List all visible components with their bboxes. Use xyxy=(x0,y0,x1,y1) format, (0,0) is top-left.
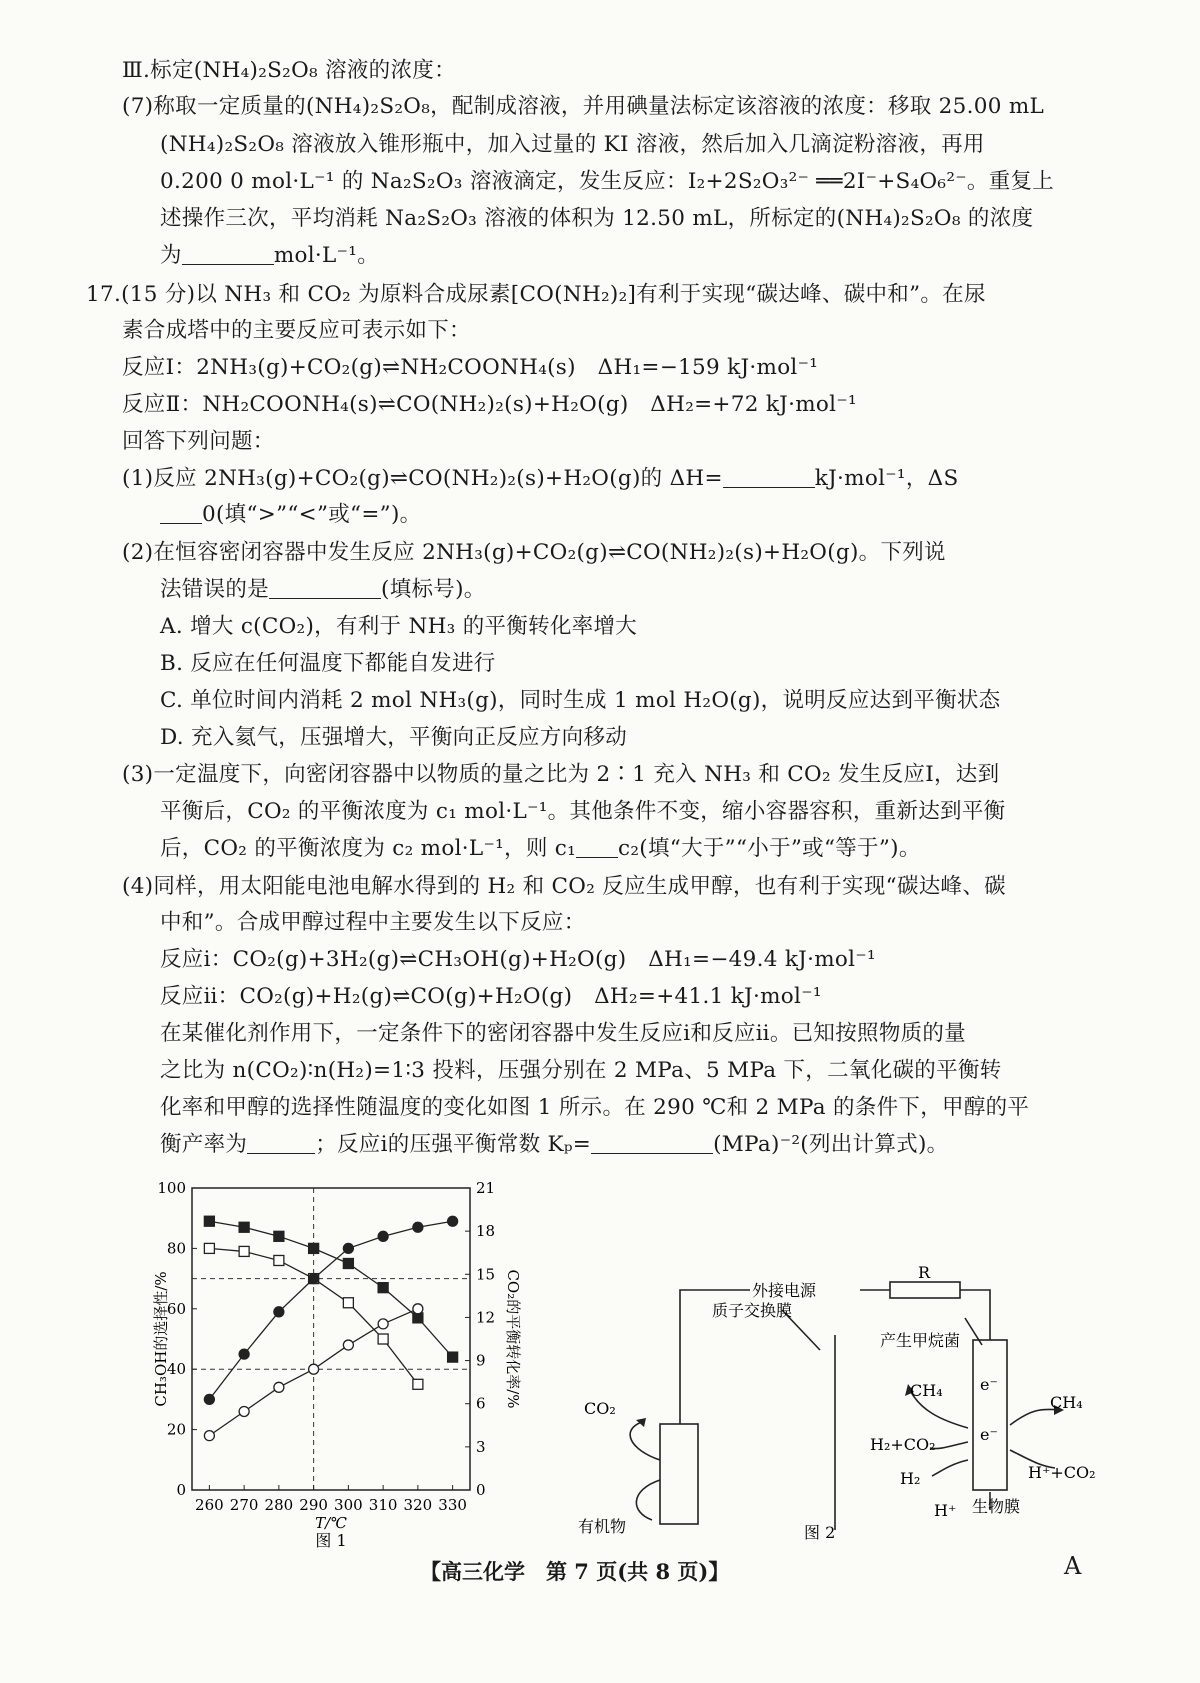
data-point xyxy=(274,1255,284,1265)
x-tick-label: 290 xyxy=(299,1496,328,1514)
y-left-tick-label: 40 xyxy=(166,1360,186,1379)
answer-blank[interactable] xyxy=(182,244,274,265)
data-point xyxy=(239,1406,249,1416)
data-point xyxy=(204,1216,214,1226)
y-left-tick-label: 60 xyxy=(166,1299,186,1318)
data-point xyxy=(204,1243,214,1253)
hplus-label: H⁺ xyxy=(934,1501,957,1520)
part4-line4: 之比为 n(CO₂)∶n(H₂)=1∶3 投料，压强分别在 2 MPa、5 MPa 下，二氧化碳的平衡转 xyxy=(160,1058,1002,1083)
x-tick-label: 330 xyxy=(438,1496,467,1514)
data-point xyxy=(274,1231,284,1241)
answer-blank[interactable] xyxy=(247,1133,315,1154)
paper-version: A xyxy=(1064,1552,1082,1580)
page-footer: 【高三化学 第 7 页(共 8 页)】 xyxy=(420,1559,730,1584)
data-point xyxy=(239,1349,249,1359)
data-point xyxy=(378,1231,388,1241)
part2-text-a: 法错误的是 xyxy=(160,577,270,602)
q7-line3: 0.200 0 mol·L⁻¹ 的 Na₂S₂O₃ 溶液滴定，发生反应：I₂+2S₂O₃²⁻ ══2I⁻+S₄O₆²⁻。重复上 xyxy=(160,169,1055,194)
hplus-co2-label: H⁺+CO₂ xyxy=(1028,1463,1096,1482)
part1-line2 xyxy=(160,500,421,530)
y-left-tick-label: 20 xyxy=(166,1420,186,1439)
y-right-tick-label: 12 xyxy=(476,1308,496,1327)
biofilm-label: 生物膜 xyxy=(972,1497,1021,1516)
membrane-label: 质子交换膜 xyxy=(712,1301,793,1320)
q7-line2: (NH₄)₂S₂O₈ 溶液放入锥形瓶中，加入过量的 KI 溶液，然后加入几滴淀粉溶液，再用 xyxy=(160,132,985,157)
answer-blank[interactable] xyxy=(269,578,381,599)
y-right-tick-label: 15 xyxy=(476,1265,496,1284)
answer-blank[interactable] xyxy=(723,467,815,488)
data-point xyxy=(309,1243,319,1253)
part3-line2: 平衡后，CO₂ 的平衡浓度为 c₁ mol·L⁻¹。其他条件不变，缩小容器容积，重新达到平衡 xyxy=(160,799,1006,824)
answer-blank[interactable] xyxy=(160,503,202,524)
electron-label: e⁻ xyxy=(980,1425,998,1444)
y-right-tick-label: 9 xyxy=(476,1351,486,1370)
part4-text-a: 衡产率为 xyxy=(160,1132,248,1157)
plot-frame xyxy=(192,1188,470,1490)
data-point xyxy=(448,1352,458,1362)
x-tick-label: 270 xyxy=(229,1496,259,1514)
section-title: Ⅲ.标定(NH₄)₂S₂O₈ 溶液的浓度： xyxy=(122,58,456,83)
electron-label: e⁻ xyxy=(980,1375,998,1394)
data-point xyxy=(413,1304,423,1314)
q7-line1: (7)称取一定质量的(NH₄)₂S₂O₈，配制成溶液，并用碘量法标定该溶液的浓度：移取 25.00 mL xyxy=(122,94,1045,119)
h2co2-label: H₂+CO₂ xyxy=(870,1435,936,1454)
part4-line1: (4)同样，用太阳能电池电解水得到的 H₂ 和 CO₂ 反应生成甲醇，也有利于实现“碳达峰、碳 xyxy=(122,874,1006,899)
power-label: 外接电源 xyxy=(752,1281,817,1300)
part1-line1 xyxy=(122,464,959,494)
option-b: B. 反应在任何温度下都能自发进行 xyxy=(160,651,496,676)
part2-text-b: (填标号)。 xyxy=(381,577,486,602)
x-tick-label: 320 xyxy=(403,1496,433,1514)
data-point xyxy=(378,1283,388,1293)
organic-arrow xyxy=(636,1480,660,1520)
figure-1-caption: 图 1 xyxy=(315,1531,347,1550)
data-point xyxy=(239,1222,249,1232)
x-axis-label: T/℃ xyxy=(315,1514,347,1532)
data-point xyxy=(343,1340,353,1350)
option-d: D. 充入氦气，压强增大，平衡向正反应方向移动 xyxy=(160,725,628,750)
data-point xyxy=(309,1364,319,1374)
reaction-2: 反应Ⅱ：NH₂COONH₄(s)⇌CO(NH₂)₂(s)+H₂O(g) ΔH₂=+72 kJ·mol⁻¹ xyxy=(122,392,857,417)
part1-text-a: (1)反应 2NH₃(g)+CO₂(g)⇌CO(NH₂)₂(s)+H₂O(g)的 ΔH= xyxy=(122,466,723,491)
cathode-electrode xyxy=(973,1340,1007,1490)
reaction-1: 反应Ⅰ：2NH₃(g)+CO₂(g)⇌NH₂COONH₄(s) ΔH₁=−159 kJ·mol⁻¹ xyxy=(122,355,819,380)
answer-blank[interactable] xyxy=(591,1133,713,1154)
series-line xyxy=(209,1221,452,1357)
option-c: C. 单位时间内消耗 2 mol NH₃(g)，同时生成 1 mol H₂O(g)，说明反应达到平衡状态 xyxy=(160,688,1001,713)
part2-line2 xyxy=(160,575,486,605)
data-point xyxy=(309,1274,319,1284)
part3-line1: (3)一定温度下，向密闭容器中以物质的量之比为 2∶1 充入 NH₃ 和 CO₂ 发生反应Ⅰ，达到 xyxy=(122,762,1000,787)
data-point xyxy=(274,1307,284,1317)
arrowhead xyxy=(636,1418,646,1427)
h2-label: H₂ xyxy=(900,1469,921,1488)
ch4-right-label: CH₄ xyxy=(1050,1393,1083,1412)
part3-line3 xyxy=(160,834,921,864)
organic-label: 有机物 xyxy=(578,1517,627,1536)
data-point xyxy=(448,1216,458,1226)
q17-line2: 素合成塔中的主要反应可表示如下： xyxy=(122,318,471,343)
y-left-tick-label: 0 xyxy=(176,1481,186,1499)
part4-text-b: ；反应ⅰ的压强平衡常数 Kₚ= xyxy=(315,1132,592,1157)
reaction-i: 反应ⅰ：CO₂(g)+3H₂(g)⇌CH₃OH(g)+H₂O(g) ΔH₁=−49.4 kJ·mol⁻¹ xyxy=(160,947,876,972)
anode-electrode xyxy=(660,1424,698,1524)
data-point xyxy=(204,1431,214,1441)
figure-2-caption: 图 2 xyxy=(804,1523,836,1542)
data-point xyxy=(239,1246,249,1256)
part4-line2: 中和”。合成甲醇过程中主要发生以下反应： xyxy=(160,910,586,935)
y-right-tick-label: 3 xyxy=(476,1437,486,1456)
q17-line1: 17.(15 分)以 NH₃ 和 CO₂ 为原料合成尿素[CO(NH₂)₂]有利于实现“碳达峰、碳中和”。在尿 xyxy=(86,282,986,307)
bacteria-label: 产生甲烷菌 xyxy=(880,1331,961,1350)
y-right-tick-label: 21 xyxy=(476,1179,496,1197)
y-right-tick-label: 0 xyxy=(476,1481,486,1499)
y-right-tick-label: 6 xyxy=(476,1394,486,1413)
part4-text-c: (MPa)⁻²(列出计算式)。 xyxy=(713,1132,949,1157)
ch4-left-label: CH₄ xyxy=(910,1381,943,1400)
data-point xyxy=(413,1379,423,1389)
reaction-ii: 反应ⅱ：CO₂(g)+H₂(g)⇌CO(g)+H₂O(g) ΔH₂=+41.1 kJ·mol⁻¹ xyxy=(160,984,822,1009)
q7-line5 xyxy=(160,241,379,271)
part2-line1: (2)在恒容密闭容器中发生反应 2NH₃(g)+CO₂(g)⇌CO(NH₂)₂(s)+H₂O(g)。下列说 xyxy=(122,540,946,565)
x-tick-label: 260 xyxy=(195,1496,224,1514)
co2-label: CO₂ xyxy=(584,1399,616,1418)
part4-line3: 在某催化剂作用下，一定条件下的密闭容器中发生反应ⅰ和反应ⅱ。已知按照物质的量 xyxy=(160,1021,967,1046)
data-point xyxy=(204,1394,214,1404)
figure-1-chart xyxy=(150,1178,570,1550)
y-right-tick-label: 18 xyxy=(476,1222,496,1241)
data-point xyxy=(413,1222,423,1232)
resistor-label: R xyxy=(918,1263,931,1282)
x-tick-label: 310 xyxy=(368,1496,398,1514)
data-point xyxy=(343,1298,353,1308)
answer-prompt: 回答下列问题： xyxy=(122,429,275,454)
data-point xyxy=(343,1259,353,1269)
q7-line4: 述操作三次，平均消耗 Na₂S₂O₃ 溶液的体积为 12.50 mL，所标定的(NH₄)₂S₂O₈ 的浓度 xyxy=(160,206,1034,231)
y-left-tick-label: 80 xyxy=(166,1239,186,1258)
part3-text-b: c₂(填“大于”“小于”或“等于”)。 xyxy=(618,836,921,861)
part3-text-a: 后，CO₂ 的平衡浓度为 c₂ mol·L⁻¹，则 c₁ xyxy=(160,836,577,861)
part1-text-b: kJ·mol⁻¹，ΔS xyxy=(814,466,959,491)
part4-line5: 化率和甲醇的选择性随温度的变化如图 1 所示。在 290 ℃和 2 MPa 的条件下，甲醇的平 xyxy=(160,1095,1030,1120)
data-point xyxy=(378,1334,388,1344)
y-right-axis-label: CO₂的平衡转化率/% xyxy=(504,1269,522,1409)
data-point xyxy=(343,1243,353,1253)
answer-blank[interactable] xyxy=(576,837,618,858)
q7-text-b: mol·L⁻¹。 xyxy=(273,243,379,268)
y-left-tick-label: 100 xyxy=(157,1179,186,1197)
data-point xyxy=(378,1319,388,1329)
data-point xyxy=(274,1382,284,1392)
h2co2-arrow xyxy=(930,1442,968,1449)
h2-arrow xyxy=(932,1460,968,1476)
resistor-symbol xyxy=(890,1282,960,1298)
co2-arrow xyxy=(630,1422,660,1460)
part1-text-c: 0(填“>”“<”或“=”)。 xyxy=(202,502,422,527)
figure-2-diagram xyxy=(570,1250,1096,1542)
y-left-axis-label: CH₃OH的选择性/% xyxy=(152,1271,170,1407)
x-tick-label: 280 xyxy=(264,1496,294,1514)
x-tick-label: 300 xyxy=(334,1496,363,1514)
option-a: A. 增大 c(CO₂)，有利于 NH₃ 的平衡转化率增大 xyxy=(160,614,638,639)
q7-text-a: 为 xyxy=(160,243,182,268)
part4-line6 xyxy=(160,1130,948,1160)
